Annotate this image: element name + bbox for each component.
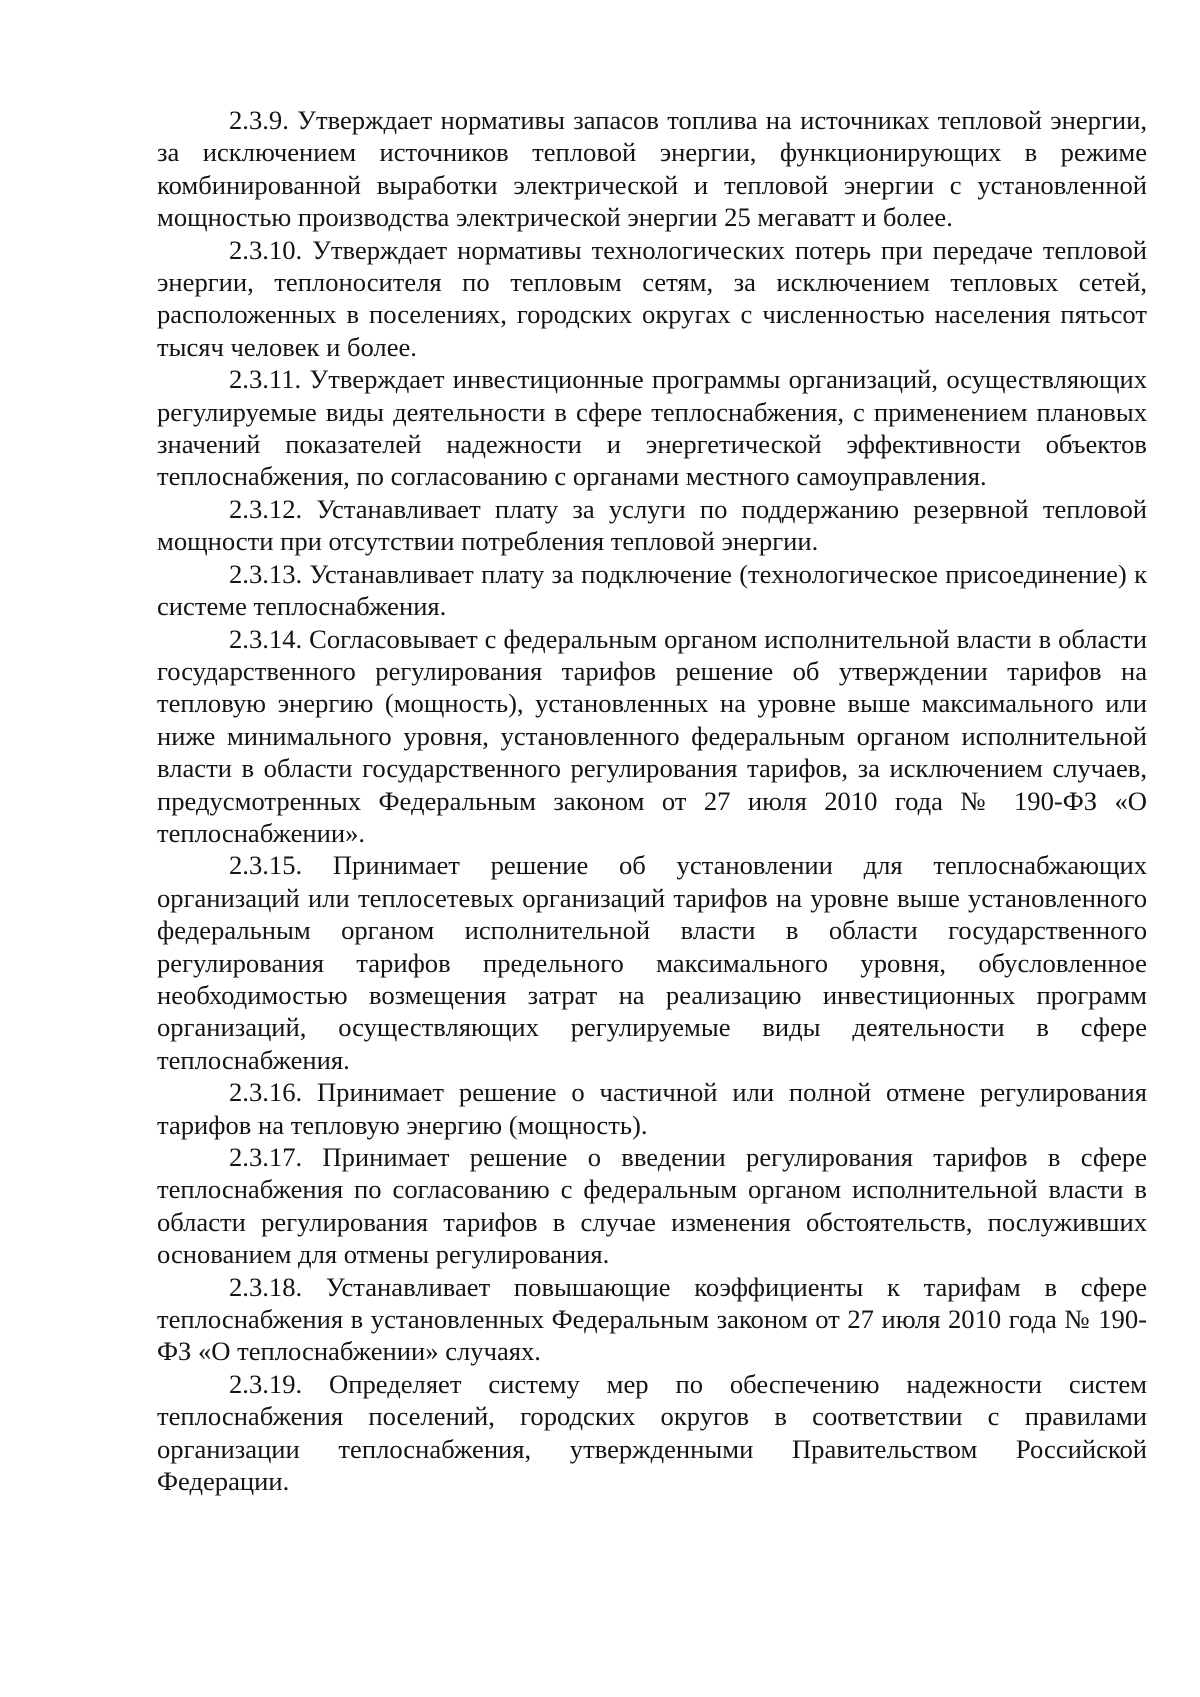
clause-2-3-11: 2.3.11. Утверждает инвестиционные программы организаций, осуществляющих регулируемые виды деятельности в сфере теплоснабжения, с применением плановых значений показателей надежности и энергетической эффективности объектов теплоснабжения, по согласованию с органами местного самоуправления. <box>157 364 1147 492</box>
clause-2-3-9: 2.3.9. Утверждает нормативы запасов топлива на источниках тепловой энергии, за исключением источников тепловой энергии, функционирующих в режиме комбинированной выработки электрической и тепловой энергии с установленной мощностью производства электрической энергии 25 мегаватт и более. <box>157 105 1147 233</box>
clause-2-3-17: 2.3.17. Принимает решение о введении регулирования тарифов в сфере теплоснабжения по согласованию с федеральным органом исполнительной власти в области регулирования тарифов в случае изменения обстоятельств, послуживших основанием для отмены регулирования. <box>157 1142 1147 1270</box>
clause-2-3-10: 2.3.10. Утверждает нормативы технологических потерь при передаче тепловой энергии, теплоносителя по тепловым сетям, за исключением тепловых сетей, расположенных в поселениях, городских округах с численностью населения пятьсот тысяч человек и более. <box>157 234 1147 362</box>
clause-2-3-13: 2.3.13. Устанавливает плату за подключение (технологическое присоединение) к системе теплоснабжения. <box>157 558 1147 622</box>
clause-2-3-16: 2.3.16. Принимает решение о частичной или полной отмене регулирования тарифов на тепловую энергию (мощность). <box>157 1077 1147 1140</box>
clause-2-3-14: 2.3.14. Согласовывает с федеральным органом исполнительной власти в области государственного регулирования тарифов решение об утверждении тарифов на тепловую энергию (мощность), установленных на уровне выше максимального или ниже минимального уровня, установленного федеральным органом исполнительной власти в области государственного регулирования тарифов, за исключением случаев, предусмотренных Федеральным законом от 27 июля 2010 года № 190-ФЗ «О теплоснабжении». <box>157 623 1147 848</box>
clause-2-3-12: 2.3.12. Устанавливает плату за услуги по поддержанию резервной тепловой мощности при отсутствии потребления тепловой энергии. <box>157 493 1147 557</box>
clause-2-3-15: 2.3.15. Принимает решение об установлении для теплоснабжающих организаций или теплосетевых организаций тарифов на уровне выше установленного федеральным органом исполнительной власти в области государственного регулирования тарифов предельного максимального уровня, обусловленное необходимостью возмещения затрат на реализацию инвестиционных программ организаций, осуществляющих регулируемые виды деятельности в сфере теплоснабжения. <box>157 850 1147 1075</box>
clause-2-3-18: 2.3.18. Устанавливает повышающие коэффициенты к тарифам в сфере теплоснабжения в установленных Федеральным законом от 27 июля 2010 года № 190-ФЗ «О теплоснабжении» случаях. <box>157 1271 1147 1367</box>
clause-2-3-19: 2.3.19. Определяет систему мер по обеспечению надежности систем теплоснабжения поселений, городских округов в соответствии с правилами организации теплоснабжения, утвержденными Правительством Российской Федерации. <box>157 1368 1147 1497</box>
document-page <box>157 104 1147 1497</box>
